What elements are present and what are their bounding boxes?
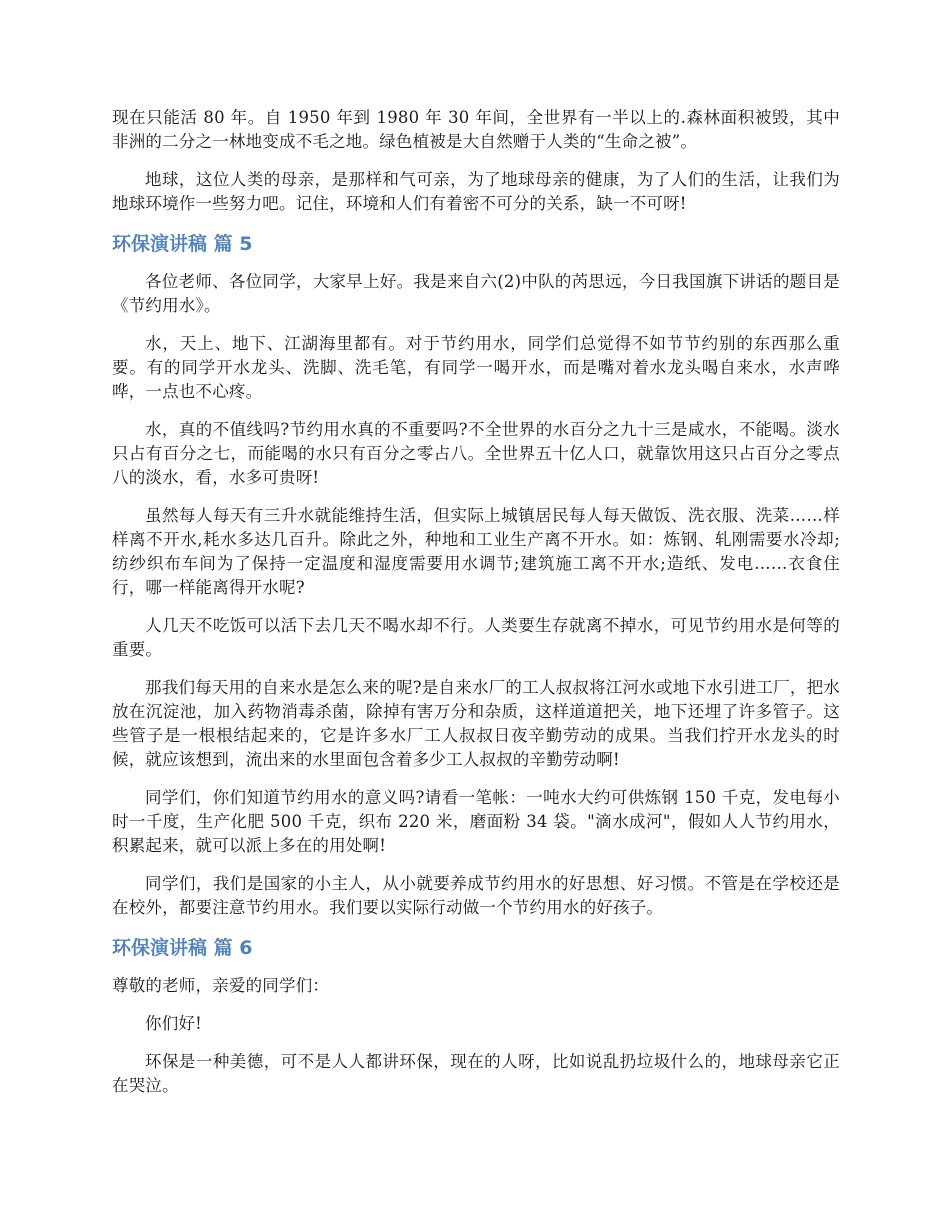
- paragraph: 虽然每人每天有三升水就能维持生活，但实际上城镇居民每人每天做饭、洗衣服、洗菜……样样离不开水,耗水多达几百升。除此之外，种地和工业生产离不开水。如：炼钢、轧刚需要水冷却;纺纱织布车间为了保持一定温度和湿度需要用水调节;建筑施工离不开水;造纸、发电……衣食住行，哪一样能离得开水呢?: [112, 506, 840, 597]
- paragraph: 水，真的不值线吗?节约用水真的不重要吗?不全世界的水百分之九十三是咸水，不能喝。淡水只占有百分之七，而能喝的水只有百分之零占八。全世界五十亿人口，就靠饮用这只占百分之零点八的淡水，看，水多可贵呀!: [112, 420, 840, 487]
- document-page: [112, 106, 840, 1112]
- paragraph: 地球，这位人类的母亲，是那样和气可亲，为了地球母亲的健康，为了人们的生活，让我们为地球环境作一些努力吧。记住，环境和人们有着密不可分的关系，缺一不可呀!: [112, 170, 840, 213]
- salutation: 尊敬的老师，亲爱的同学们：: [112, 976, 330, 995]
- section-heading: 环保演讲稿 篇 6: [112, 937, 253, 959]
- paragraph: 那我们每天用的自来水是怎么来的呢?是自来水厂的工人叔叔将江河水或地下水引进工厂，把水放在沉淀池，加入药物消毒杀菌，除掉有害万分和杂质，这样道道把关，地下还埋了许多管子。这些管子是一根根结起来的，它是许多水厂工人叔叔日夜辛勤劳动的成果。当我们拧开水龙头的时候，就应该想到，流出来的水里面包含着多少工人叔叔的辛勤劳动啊!: [112, 678, 840, 769]
- paragraph: 人几天不吃饭可以活下去几天不喝水却不行。人类要生存就离不掉水，可见节约用水是何等的重要。: [112, 616, 840, 659]
- paragraph: 环保是一种美德，可不是人人都讲环保，现在的人呀，比如说乱扔垃圾什么的，地球母亲它正在哭泣。: [112, 1052, 840, 1095]
- paragraph: 水，天上、地下、江湖海里都有。对于节约用水，同学们总觉得不如节节约别的东西那么重要。有的同学开水龙头、洗脚、洗毛笔，有同学一喝开水，而是嘴对着水龙头喝自来水，水声哗哗，一点也不心疼。: [112, 334, 840, 401]
- greeting: 你们好!: [145, 1014, 202, 1033]
- paragraph: 同学们，你们知道节约用水的意义吗?请看一笔帐：一吨水大约可供炼钢 150 千克，发电每小时一千度，生产化肥 500 千克，织布 220 米，磨面粉 34 袋。"滴水成河"，假如人人节约用水，积累起来，就可以派上多在的用处啊!: [112, 788, 840, 855]
- paragraph: 各位老师、各位同学，大家早上好。我是来自六(2)中队的芮思远，今日我国旗下讲话的题目是《节约用水》。: [112, 272, 840, 315]
- section-heading: 环保演讲稿 篇 5: [112, 233, 253, 255]
- paragraph: 同学们，我们是国家的小主人，从小就要养成节约用水的好思想、好习惯。不管是在学校还是在校外，都要注意节约用水。我们要以实际行动做一个节约用水的好孩子。: [112, 874, 840, 917]
- paragraph: 现在只能活 80 年。自 1950 年到 1980 年 30 年间，全世界有一半以上的.森林面积被毁，其中非洲的二分之一林地变成不毛之地。绿色植被是大自然赠于人类的“生命之被”。: [112, 108, 840, 151]
